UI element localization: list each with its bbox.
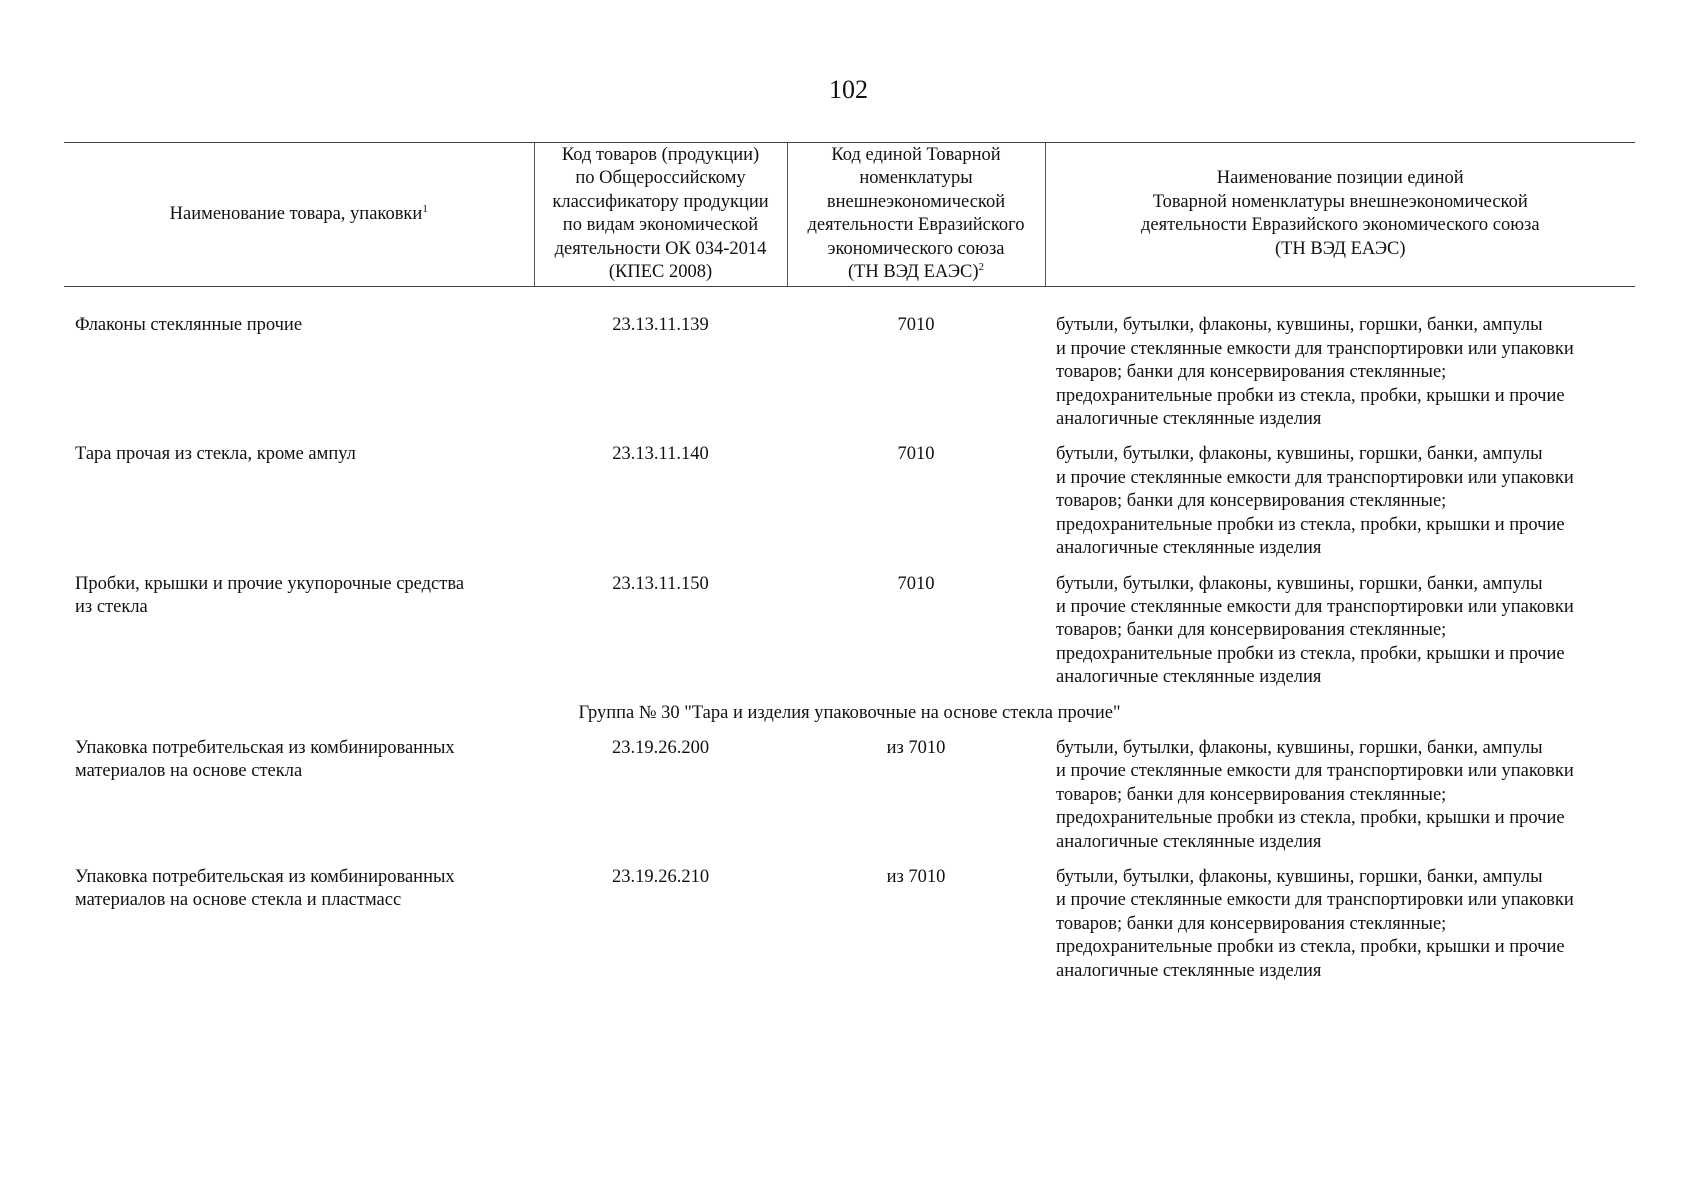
desc-line: товаров; банки для консервирования стеклянные; [1056, 784, 1447, 805]
header-line: деятельности ОК 034-2014 [554, 238, 767, 259]
tnved-name-cell [1045, 737, 1635, 866]
goods-name-cell [64, 573, 534, 702]
tnved-code-cell: из 7010 [886, 866, 946, 887]
table-header [64, 143, 1635, 287]
okpd-code-cell: 23.13.11.140 [612, 444, 709, 465]
tnved-code-cell: из 7010 [886, 737, 946, 758]
okpd-code-cell: 23.13.11.139 [612, 315, 709, 336]
desc-line: бутыли, бутылки, флаконы, кувшины, горшки, банки, ампулы [1056, 444, 1543, 465]
desc-line: аналогичные стеклянные изделия [1056, 667, 1322, 688]
table-row [64, 737, 1635, 866]
desc-line: бутыли, бутылки, флаконы, кувшины, горшки, банки, ампулы [1056, 737, 1543, 758]
table-row [64, 573, 1635, 702]
desc-line: аналогичные стеклянные изделия [1056, 960, 1322, 981]
tnved-name-cell [1045, 287, 1635, 444]
desc-line: предохранительные пробки из стекла, пробки, крышки и прочие [1056, 385, 1565, 406]
desc-line: и прочие стеклянные емкости для транспортировки или упаковки [1056, 467, 1574, 488]
desc-line: товаров; банки для консервирования стеклянные; [1056, 620, 1447, 641]
tnved-code-cell: 7010 [897, 444, 935, 465]
header-goods-name-text: Наименование товара, упаковки [169, 203, 423, 224]
header-line: деятельности Евразийского экономического союза [1140, 215, 1540, 236]
header-line [792, 261, 1041, 284]
goods-name-line: материалов на основе стекла [75, 761, 303, 782]
footnote-marker-1: 1 [422, 202, 428, 215]
goods-name-line: из стекла [75, 596, 148, 617]
desc-line: товаров; банки для консервирования стеклянные; [1056, 913, 1447, 934]
table-row [64, 287, 1635, 444]
header-line: Код единой Товарной [831, 145, 1001, 165]
header-line: по Общероссийскому [575, 168, 746, 189]
goods-name-cell [64, 737, 534, 866]
tnved-name-cell [1045, 443, 1635, 572]
desc-line: товаров; банки для консервирования стеклянные; [1056, 491, 1447, 512]
goods-name-line: Упаковка потребительская из комбинированных [75, 737, 455, 758]
desc-line: бутыли, бутылки, флаконы, кувшины, горшки, банки, ампулы [1056, 866, 1543, 887]
tnved-name-cell [1045, 573, 1635, 702]
tnved-name-cell [1045, 866, 1635, 995]
goods-table [64, 142, 1635, 995]
okpd-code-cell: 23.19.26.210 [611, 866, 710, 887]
okpd-code-cell: 23.19.26.200 [611, 737, 710, 758]
header-line-text: (ТН ВЭД ЕАЭС) [847, 262, 979, 283]
footnote-marker-2: 2 [978, 260, 985, 273]
goods-name-line: Пробки, крышки и прочие укупорочные средства [75, 573, 465, 594]
tnved-code-cell: 7010 [897, 315, 935, 336]
desc-line: товаров; банки для консервирования стеклянные; [1056, 362, 1447, 383]
desc-line: и прочие стеклянные емкости для транспортировки или упаковки [1056, 761, 1574, 782]
desc-line: бутыли, бутылки, флаконы, кувшины, горшки, банки, ампулы [1056, 315, 1543, 336]
header-line: Код товаров (продукции) [561, 145, 760, 165]
goods-name-cell [64, 443, 534, 572]
desc-line: бутыли, бутылки, флаконы, кувшины, горшки, банки, ампулы [1056, 573, 1543, 594]
tnved-code-cell: 7010 [897, 573, 935, 594]
desc-line: предохранительные пробки из стекла, пробки, крышки и прочие [1056, 808, 1565, 829]
group-heading-row [64, 702, 1635, 737]
header-line: классификатору продукции [552, 191, 769, 212]
header-line: внешнеэкономической [826, 191, 1006, 212]
header-goods-name [64, 143, 534, 287]
header-tnved-code [787, 143, 1045, 287]
header-line: (ТН ВЭД ЕАЭС) [1274, 238, 1406, 259]
desc-line: и прочие стеклянные емкости для транспортировки или упаковки [1056, 890, 1574, 911]
header-line: по видам экономической [562, 215, 759, 236]
group-title: Группа № 30 "Тара и изделия упаковочные на основе стекла прочие" [578, 702, 1121, 723]
desc-line: аналогичные стеклянные изделия [1056, 409, 1322, 430]
header-line: Товарной номенклатуры внешнеэкономической [1152, 191, 1528, 212]
goods-name-line: Упаковка потребительская из комбинированных [75, 866, 455, 887]
desc-line: предохранительные пробки из стекла, пробки, крышки и прочие [1056, 937, 1565, 958]
okpd-code-cell: 23.13.11.150 [612, 573, 709, 594]
header-line: экономического союза [827, 238, 1005, 259]
page-number: 102 [829, 75, 868, 104]
desc-line: аналогичные стеклянные изделия [1056, 538, 1322, 559]
table-row [64, 443, 1635, 572]
desc-line: предохранительные пробки из стекла, пробки, крышки и прочие [1056, 514, 1565, 535]
header-line: номенклатуры [859, 168, 973, 189]
header-tnved-name [1045, 143, 1635, 287]
table-row [64, 866, 1635, 995]
goods-name-cell [64, 287, 534, 444]
desc-line: и прочие стеклянные емкости для транспортировки или упаковки [1056, 338, 1574, 359]
goods-name-line: Тара прочая из стекла, кроме ампул [75, 444, 356, 465]
header-line: Наименование позиции единой [1216, 168, 1464, 189]
goods-name-line: материалов на основе стекла и пластмасс [75, 890, 402, 911]
header-line: (КПЕС 2008) [608, 262, 713, 283]
header-line: деятельности Евразийского [807, 215, 1025, 236]
header-okpd-code [534, 143, 787, 287]
goods-name-line: Флаконы стеклянные прочие [75, 315, 303, 336]
desc-line: аналогичные стеклянные изделия [1056, 831, 1322, 852]
desc-line: и прочие стеклянные емкости для транспортировки или упаковки [1056, 596, 1574, 617]
desc-line: предохранительные пробки из стекла, пробки, крышки и прочие [1056, 643, 1565, 664]
table-body [64, 287, 1635, 995]
goods-name-cell [64, 866, 534, 995]
